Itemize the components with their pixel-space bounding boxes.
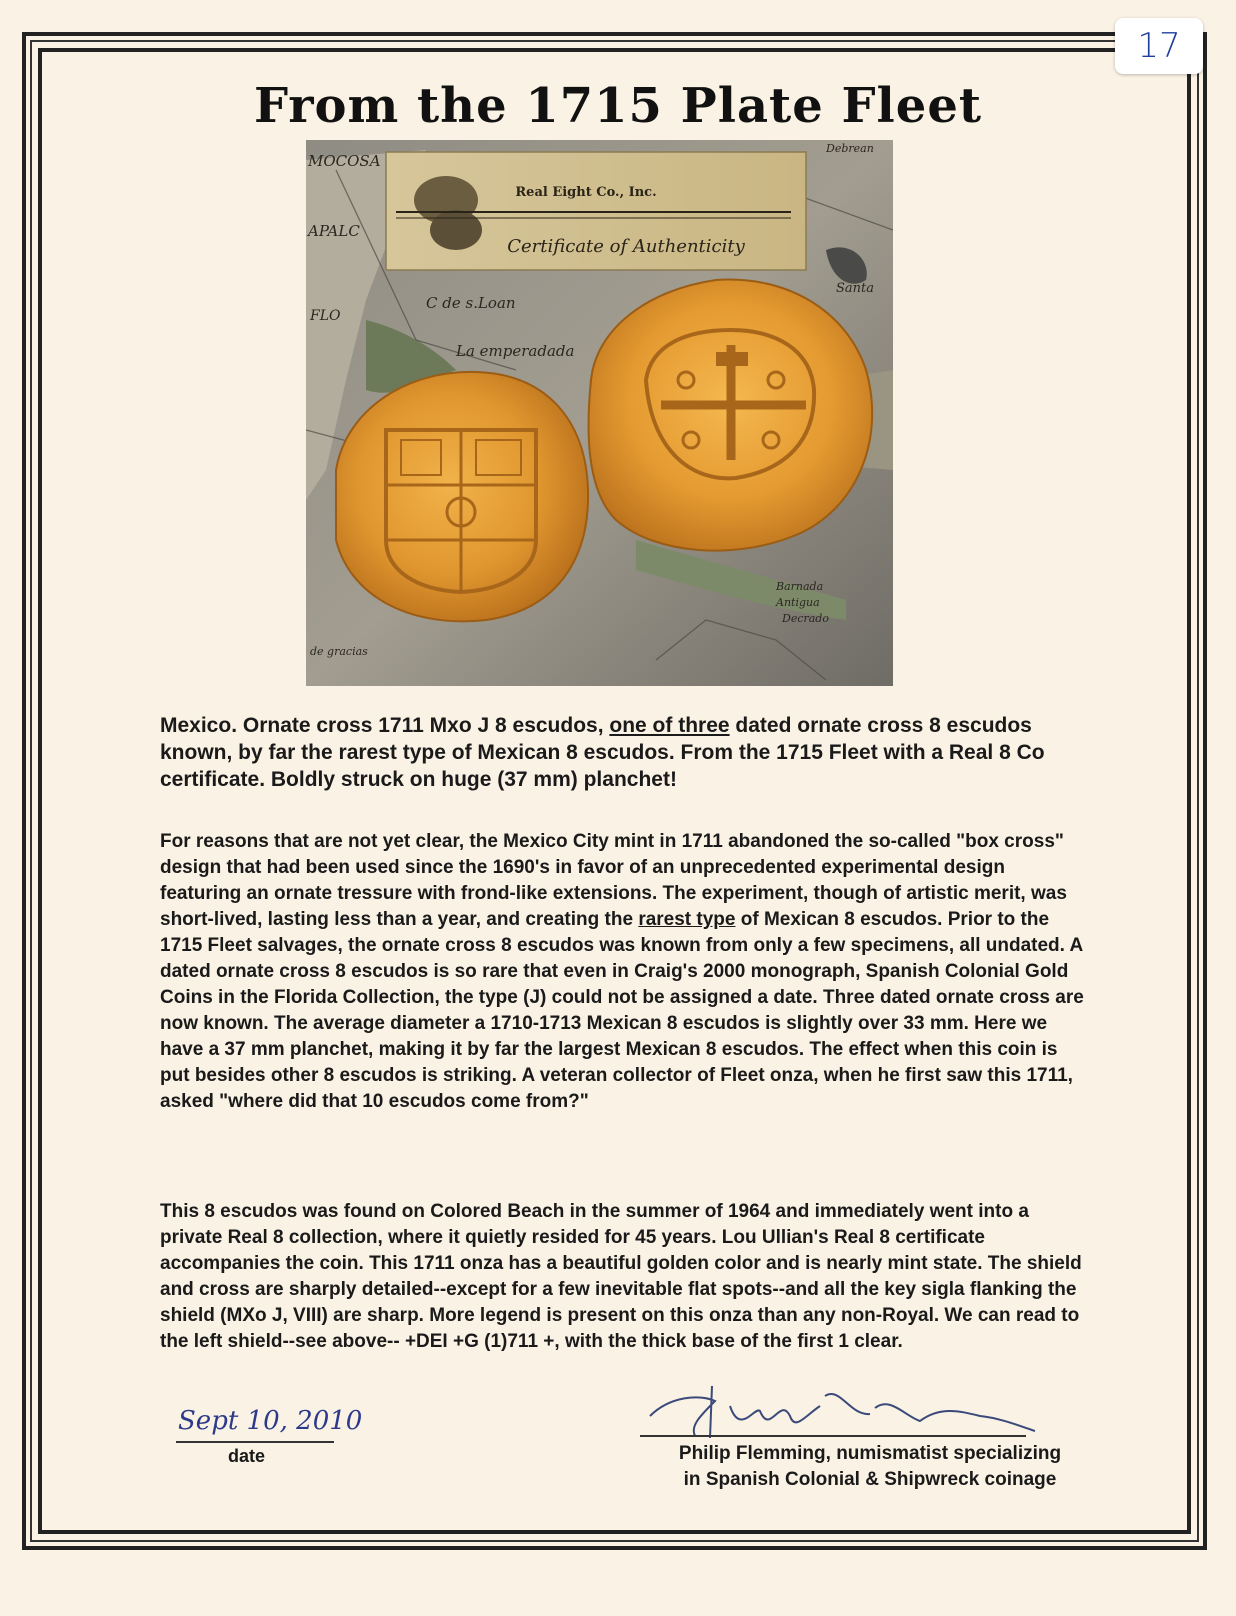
signer-name-line2: in Spanish Colonial & Shipwreck coinage bbox=[683, 1469, 1057, 1490]
paragraph-2: This 8 escudos was found on Colored Beach in the summer of 1964 and immediately went into a private Real 8 collection, where it quietly resided for 45 years. Lou Ullian's Real 8 certificate accompanies the coin. This 1711 onza has a beautiful golden color and is nearly mint state. The shield and cross are sharply detailed--except for a few inevitable flat spots--and all the key sigla flanking the shield (MXo J, VIII) are sharp. More legend is present on this onza than any non-Royal. We can read to the left shield--see above-- +DEI +G (1)711 +, with the thick base of the first 1 clear. bbox=[160, 1201, 1082, 1352]
map-label: Debrean bbox=[826, 142, 874, 155]
map-label: Antigua bbox=[776, 596, 820, 609]
map-label: Barnada bbox=[776, 580, 824, 593]
paragraph-1 bbox=[160, 829, 1090, 1115]
map-label: Decrado bbox=[782, 612, 829, 625]
certificate-banner bbox=[386, 152, 806, 270]
certificate-caption: Certificate of Authenticity bbox=[507, 236, 745, 257]
page-title: From the 1715 Plate Fleet bbox=[253, 78, 983, 134]
map-label: C de s.Loan bbox=[426, 294, 516, 312]
headline-text: Mexico. Ornate cross 1711 Mxo J 8 escudos, bbox=[160, 714, 610, 737]
page-number: 17 bbox=[1115, 18, 1203, 74]
map-label: MOCOSA bbox=[308, 152, 381, 170]
paragraph-text: For reasons that are not yet clear, the Mexico City mint in 1711 abandoned the so-called "box cross" design that had been used since the 1690's in favor of an unprecedented experimental design featuring an ornate tressure with frond-like extensions. The experiment, though of artistic merit, was short-lived, lasting less than a year, and creating the bbox=[160, 831, 1067, 930]
date-label: date bbox=[228, 1446, 266, 1466]
headline bbox=[160, 712, 1090, 793]
signature-line bbox=[640, 1435, 1026, 1437]
handwritten-date: Sept 10, 2010 bbox=[178, 1406, 363, 1436]
map-label: Santa bbox=[836, 281, 875, 296]
paragraph-underlined: rarest type bbox=[638, 909, 736, 930]
coin-photo bbox=[306, 140, 893, 686]
signer-name-line1: Philip Flemming, numismatist specializing bbox=[678, 1443, 1062, 1464]
date-line bbox=[176, 1441, 334, 1443]
map-label: La emperadada bbox=[456, 342, 575, 360]
signer-credit bbox=[640, 1441, 1100, 1493]
headline-underlined: one of three bbox=[609, 714, 730, 737]
certificate-company: Real Eight Co., Inc. bbox=[515, 185, 657, 200]
coin-shield-side bbox=[336, 372, 588, 621]
map-label: de gracias bbox=[310, 645, 368, 658]
headline-text: dated ornate cross 8 escudos known, by far the rarest type of Mexican 8 escudos. From the 1715 Fleet with a Real 8 Co certificate. Boldly struck on huge (37 mm) planchet! bbox=[160, 714, 1045, 791]
paragraph-text: of Mexican 8 escudos. Prior to the 1715 Fleet salvages, the ornate cross 8 escudos was known from only a few specimens, all undated. A dated ornate cross 8 escudos is so rare that even in Craig's 2000 monograph, Spanish Colonial Gold Coins in the Florida Collection, the type (J) could not be assigned a date. Three dated ornate cross are now known. The average diameter a 1710-1713 Mexican 8 escudos is slightly over 33 mm. Here we have a 37 mm planchet, making it by far the largest Mexican 8 escudos. The effect when this coin is put besides other 8 escudos is striking. A veteran collector of Fleet onza, when he first saw this 1711, asked "where did that 10 escudos come from?" bbox=[160, 909, 1084, 1112]
coin-cross-side bbox=[589, 280, 873, 551]
map-label: APALC bbox=[308, 222, 360, 240]
map-label: FLO bbox=[310, 308, 341, 324]
